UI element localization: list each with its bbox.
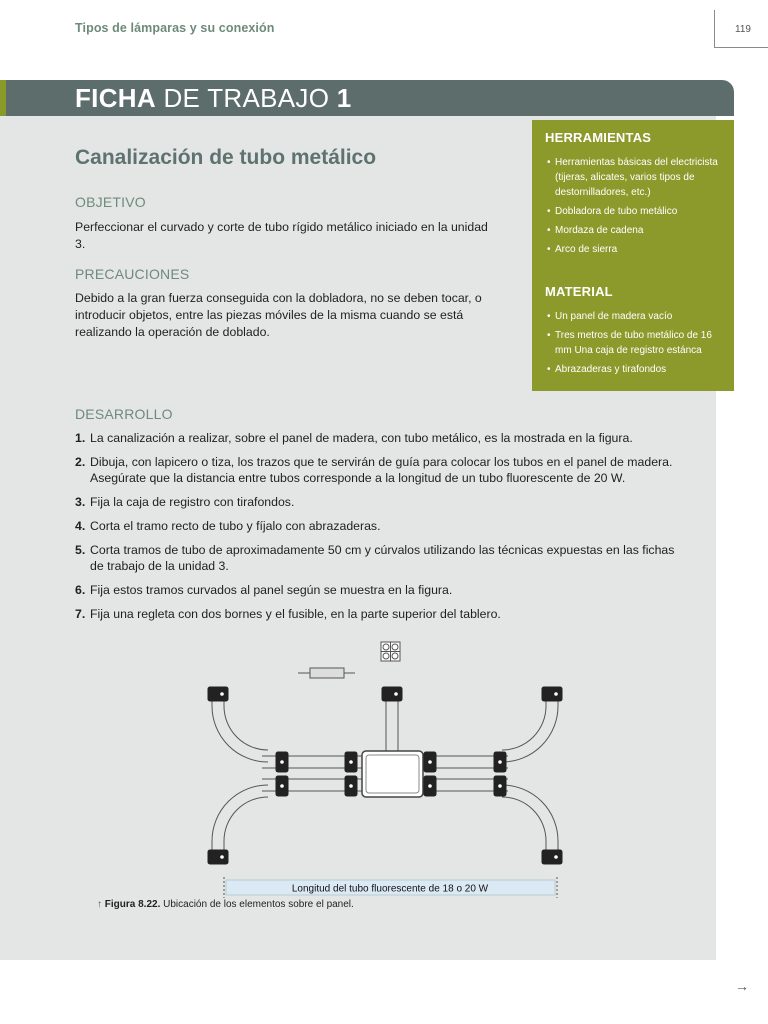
step-item [75,494,690,510]
header-divider-horizontal [714,47,768,48]
caption-text: Ubicación de los elementos sobre el panel. [163,899,354,910]
caption-arrow-icon: ↑ [97,899,102,910]
list-item: • Abrazaderas y tirafondos [545,362,725,377]
list-item: • Mordaza de cadena [545,223,725,238]
clamp [542,850,562,864]
figure-caption [97,899,354,910]
tube-curved-top-right [502,691,558,762]
banner-accent [0,80,6,116]
step-number: 6. [75,583,86,597]
list-item: • Un panel de madera vacío [545,309,725,324]
step-number: 3. [75,495,86,509]
caption-label: Figura 8.22. [104,899,161,910]
tube-curved-bottom-right [502,785,558,858]
step-text: Corta tramos de tubo de aproximadamente 50 cm y cúrvalos utilizando las técnicas expuestas en las fichas de trabajo de la unidad 3. [90,543,675,573]
step-text: La canalización a realizar, sobre el panel de madera, con tubo metálico, es la mostrada en la figura. [90,431,633,445]
material-list [545,309,725,381]
step-text: Fija la caja de registro con tirafondos. [90,495,295,509]
step-item [75,542,690,574]
running-head: Tipos de lámparas y su conexión [75,21,275,35]
list-item: • Dobladora de tubo metálico [545,204,725,219]
junction-box [362,751,423,797]
step-number: 5. [75,543,86,557]
arrow-right-icon[interactable]: → [735,978,749,994]
banner-title [75,83,352,114]
dimension-label: Longitud del tubo fluorescente de 18 o 20 W [291,883,489,895]
step-number: 1. [75,431,86,445]
clamp [542,687,562,701]
step-item [75,430,690,446]
list-item: • Herramientas básicas del electricista (tijeras, alicates, varios tipos de destornilladores, etc.) [545,155,725,200]
objetivo-heading: OBJETIVO [75,194,146,210]
objetivo-text: Perfeccionar el curvado y corte de tubo rígido metálico iniciado en la unidad 3. [75,220,488,251]
conduit-figure [200,636,570,898]
step-item [75,606,690,622]
step-number: 4. [75,519,86,533]
step-item [75,582,690,598]
tools-materials-box [532,120,734,391]
clamp [208,687,228,701]
tube-curved-bottom-left [212,785,268,858]
herramientas-list [545,155,725,261]
step-text: Fija estos tramos curvados al panel según se muestra en la figura. [90,583,453,597]
tube-curved-top-left [212,691,268,762]
page-number: 119 [735,24,751,35]
step-text: Fija una regleta con dos bornes y el fusible, en la parte superior del tablero. [90,607,501,621]
step-number: 7. [75,607,86,621]
list-item: • Arco de sierra [545,242,725,257]
desarrollo-heading: DESARROLLO [75,406,173,422]
banner-number: 1 [336,83,352,113]
step-item [75,454,690,486]
clamp [208,850,228,864]
banner-word-trabajo: DE TRABAJO [163,83,330,113]
step-text: Corta el tramo recto de tubo y fíjalo con abrazaderas. [90,519,381,533]
precauciones-heading: PRECAUCIONES [75,266,190,282]
fuse-icon [310,668,344,678]
precauciones-text: Debido a la gran fuerza conseguida con la dobladora, no se deben tocar, o introducir objetos, entre las piezas móviles de la misma cuando se está realizando la operación de doblado. [75,291,482,339]
header-divider-vertical [714,10,715,48]
step-item [75,518,690,534]
clamp [382,687,402,701]
desarrollo-steps [75,430,690,630]
page-title: Canalización de tubo metálico [75,146,377,169]
step-text: Dibuja, con lapicero o tiza, los trazos que te servirán de guía para colocar los tubos en el panel de madera. Asegúrate que la distancia entre tubos corresponde a la longitud de un tubo fluorescente de 20 W. [90,455,673,485]
list-item: • Tres metros de tubo metálico de 16 mm Una caja de registro estánca [545,328,725,358]
step-number: 2. [75,455,86,469]
herramientas-heading: HERRAMIENTAS [545,130,652,145]
banner-word-ficha: FICHA [75,83,156,113]
material-heading: MATERIAL [545,284,613,299]
